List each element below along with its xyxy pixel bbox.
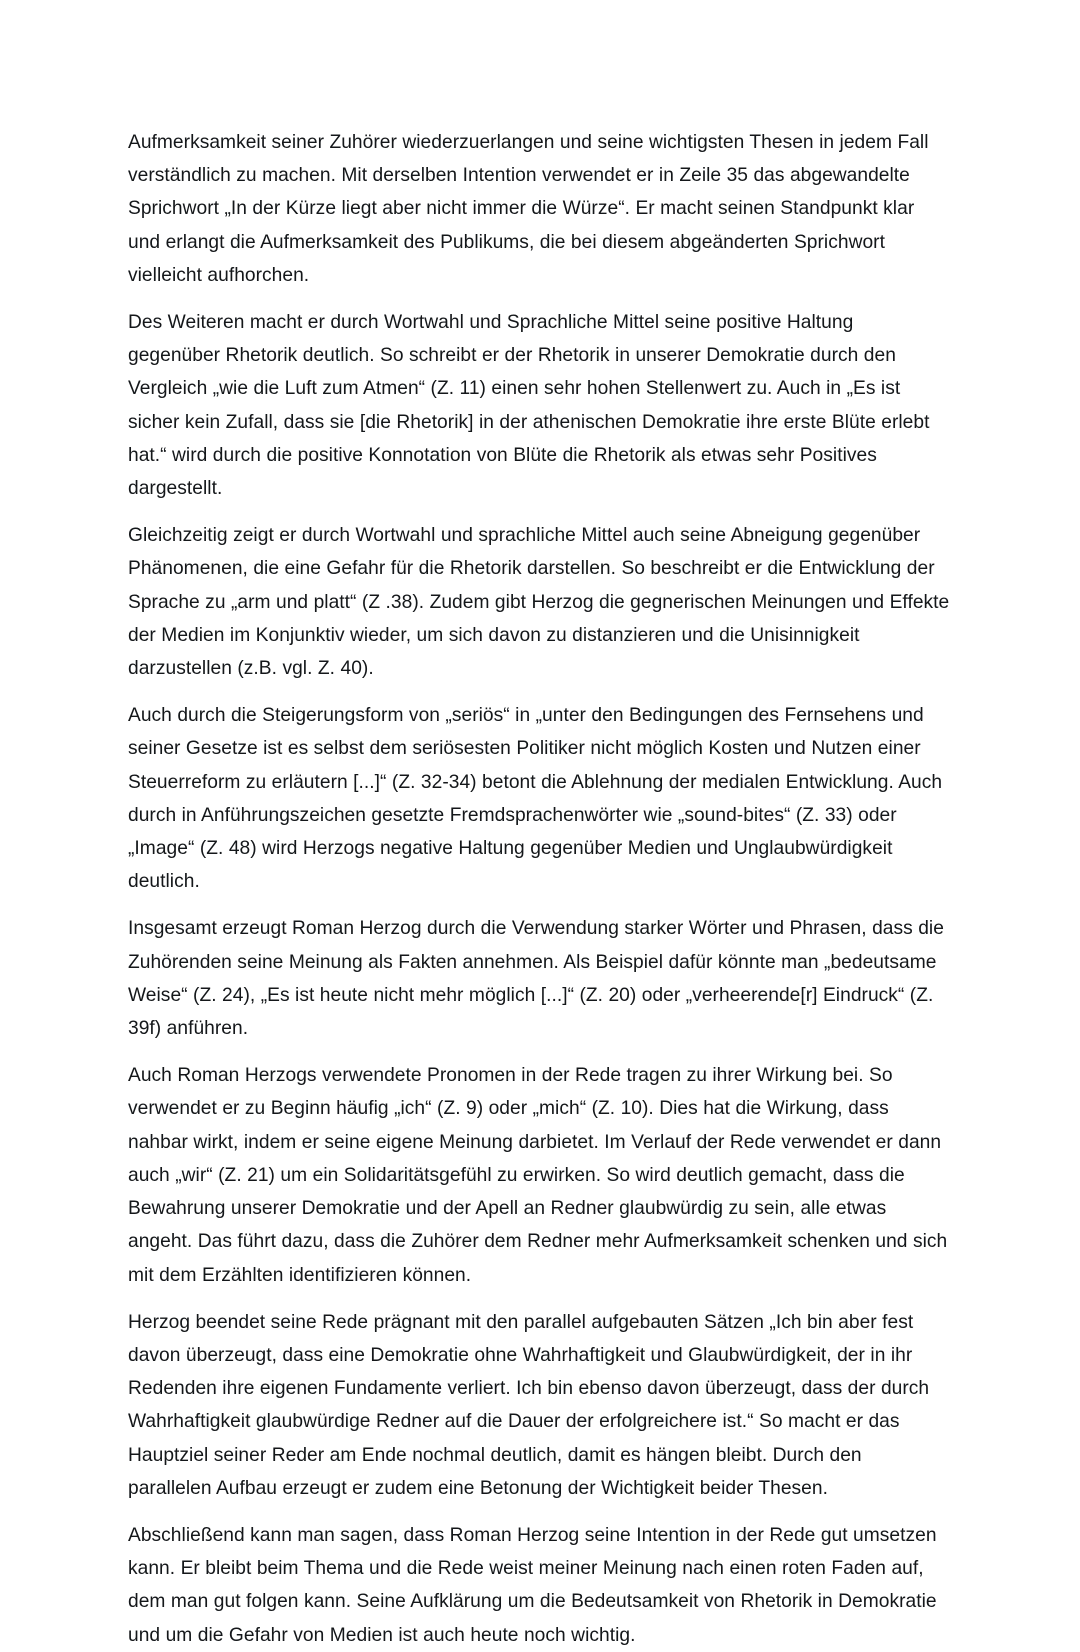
paragraph: Auch durch die Steigerungsform von „seriös“ in „unter den Bedingungen des Fernsehens und seiner Gesetze ist es selbst dem seriösesten Politiker nicht möglich Kosten und Nutzen einer Steuerreform zu erläutern [...]“ (Z. 32-34) betont die Ablehnung der medialen Entwicklung. Auch durch in Anführungszeichen gesetzte Fremdsprachenwörter wie „sound-bites“ (Z. 33) oder „Image“ (Z. 48) wird Herzogs negative Haltung gegenüber Medien und Unglaubwürdigkeit deutlich. xyxy=(128,705,948,893)
paragraph: Gleichzeitig zeigt er durch Wortwahl und sprachliche Mittel auch seine Abneigung gegenüber Phänomenen, die eine Gefahr für die Rhetorik darstellen. So beschreibt er die Entwicklung der Sprache zu „arm und platt“ (Z .38). Zudem gibt Herzog die gegnerischen Meinungen und Effekte der Medien im Konjunktiv wieder, um sich davon zu distanzieren und die Unisinnigkeit darzustellen (z.B. vgl. Z. 40). xyxy=(128,525,955,680)
paragraph: Herzog beendet seine Rede prägnant mit den parallel aufgebauten Sätzen „Ich bin aber fest davon überzeugt, dass eine Demokratie ohne Wahrhaftigkeit und Glaubwürdigkeit, der in ihr Redenden ihre eigenen Fundamente verliert. Ich bin ebenso davon überzeugt, dass der durch Wahrhaftigkeit glaubwürdige Redner auf die Dauer der erfolgreichere ist.“ So macht er das Hauptziel seiner Reder am Ende nochmal deutlich, damit es hängen bleibt. Durch den parallelen Aufbau erzeugt er zudem eine Betonung der Wichtigkeit beider Thesen. xyxy=(128,1311,935,1499)
paragraph: Insgesamt erzeugt Roman Herzog durch die Verwendung starker Wörter und Phrasen, dass die Zuhörenden seine Meinung als Fakten annehmen. Als Beispiel dafür könnte man „bedeutsame Weise“ (Z. 24), „Es ist heute nicht mehr möglich [...]“ (Z. 20) oder „verheerende[r] Eindruck“ (Z. 39f) anführen. xyxy=(128,918,950,1040)
paragraph: Des Weiteren macht er durch Wortwahl und Sprachliche Mittel seine positive Haltung gegenüber Rhetorik deutlich. So schreibt er der Rhetorik in unserer Demokratie durch den Vergleich „wie die Luft zum Atmen“ (Z. 11) einen sehr hohen Stellenwert zu. Auch in „Es ist sicher kein Zufall, dass sie [die Rhetorik] in der athenischen Demokratie ihre erste Blüte erlebt hat.“ wird durch die positive Konnotation von Blüte die Rhetorik als etwas sehr Positives dargestellt. xyxy=(128,312,935,500)
document-body xyxy=(128,126,955,1652)
paragraph: Aufmerksamkeit seiner Zuhörer wiederzuerlangen und seine wichtigsten Thesen in jedem Fall verständlich zu machen. Mit derselben Intention verwendet er in Zeile 35 das abgewandelte Sprichwort „In der Kürze liegt aber nicht immer die Würze“. Er macht seinen Standpunkt klar und erlangt die Aufmerksamkeit des Publikums, die bei diesem abgeänderten Sprichwort vielleicht aufhorchen. xyxy=(128,132,934,286)
paragraph: Auch Roman Herzogs verwendete Pronomen in der Rede tragen zu ihrer Wirkung bei. So verwendet er zu Beginn häufig „ich“ (Z. 9) oder „mich“ (Z. 10). Dies hat die Wirkung, dass nahbar wirkt, indem er seine eigene Meinung darbietet. Im Verlauf der Rede verwendet er dann auch „wir“ (Z. 21) um ein Solidaritätsgefühl zu erwirken. So wird deutlich gemacht, dass die Bewahrung unserer Demokratie und der Apell an Redner glaubwürdig zu sein, alle etwas angeht. Das führt dazu, dass die Zuhörer dem Redner mehr Aufmerksamkeit schenken und sich mit dem Erzählten identifizieren können. xyxy=(128,1065,953,1286)
paragraph: Abschließend kann man sagen, dass Roman Herzog seine Intention in der Rede gut umsetzen kann. Er bleibt beim Thema und die Rede weist meiner Meinung nach einen roten Faden auf, dem man gut folgen kann. Seine Aufklärung um die Bedeutsamkeit von Rhetorik in Demokratie und um die Gefahr von Medien ist auch heute noch wichtig. xyxy=(128,1524,943,1646)
